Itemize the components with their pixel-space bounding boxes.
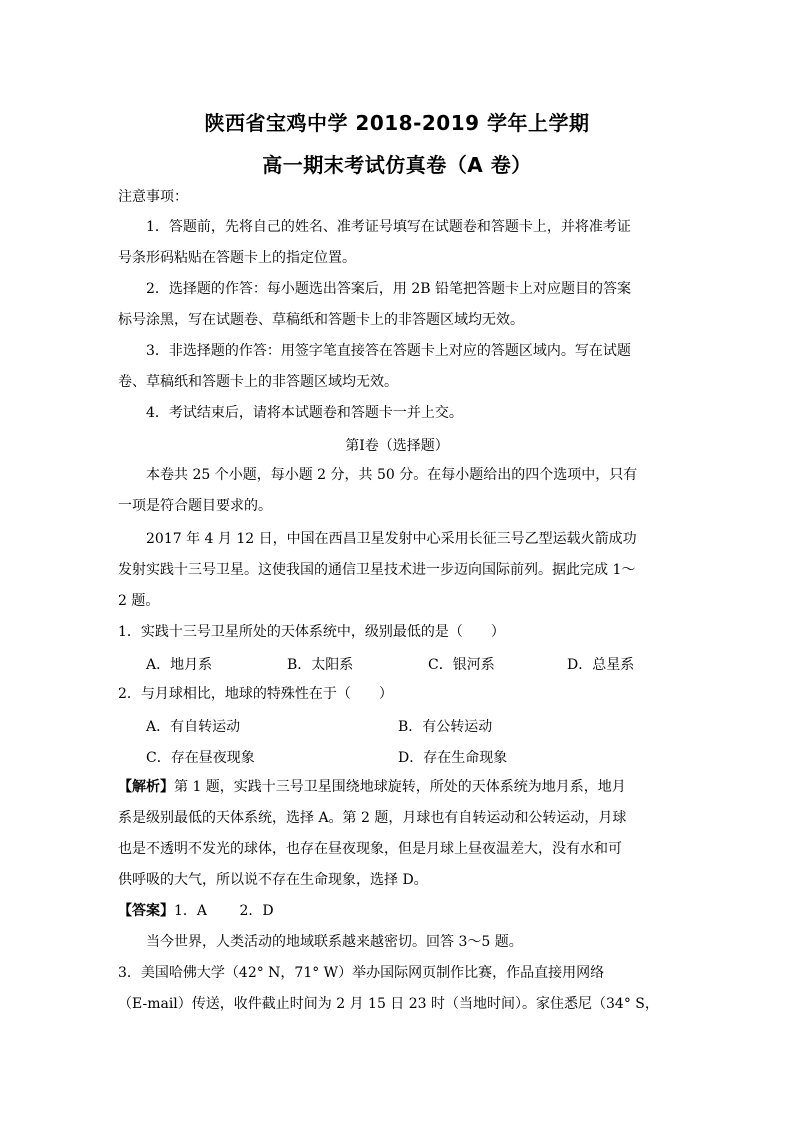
question-stem: （E-mail）传送，收件截止时间为 2 月 15 日 23 时（当地时间）。家住悉尼（34° S， (118, 996, 659, 1012)
analysis-tag: 【解析】 (118, 779, 174, 795)
answer-text: 1．A 2．D (174, 903, 274, 919)
notice-line: 1．答题前，先将自己的姓名、准考证号填写在试题卷和答题卡上，并将准考证 (146, 219, 631, 235)
section-title: 第Ⅰ卷（选择题） (345, 438, 449, 454)
passage-text: 2017 年 4 月 12 日，中国在西昌卫星发射中心采用长征三号乙型运载火箭成功 (146, 531, 637, 547)
question-stem: 3．美国哈佛大学（42° N，71° W）举办国际网页制作比赛，作品直接用网络 (118, 965, 605, 981)
analysis-text: 供呼吸的大气，所以说不存在生命现象，选择 D。 (118, 872, 428, 888)
option-a: A．地月系 (146, 657, 213, 673)
passage-text: 发射实践十三号卫星。这使我国的通信卫星技术进一步迈向国际前列。据此完成 1～ (118, 562, 636, 578)
analysis-text: 系是级别最低的天体系统，选择 A。第 2 题，月球也有自转运动和公转运动，月球 (118, 810, 627, 826)
analysis-text: 也是不透明不发光的球体，也存在昼夜现象，但是月球上昼夜温差大，没有水和可 (118, 841, 622, 857)
notice-line: 2．选择题的作答：每小题选出答案后，用 2B 铅笔把答题卡上对应题目的答案 (146, 281, 632, 297)
section-intro: 本卷共 25 个小题，每小题 2 分，共 50 分。在每小题给出的四个选项中，只有 (146, 467, 638, 483)
analysis-text: 第 1 题，实践十三号卫星围绕地球旋转，所处的天体系统为地月系，地月 (174, 779, 626, 795)
option-d: D．总星系 (567, 657, 635, 673)
question-stem: 1．实践十三号卫星所处的天体系统中，级别最低的是（ ） (118, 624, 505, 640)
option-d: D．存在生命现象 (398, 750, 508, 766)
option-b: B．太阳系 (287, 657, 354, 673)
answer-line (118, 902, 274, 920)
option-c: C．银河系 (428, 657, 495, 673)
notice-line: 卷、草稿纸和答题卡上的非答题区域均无效。 (118, 374, 398, 390)
passage-text: 当今世界，人类活动的地域联系越来越密切。回答 3～5 题。 (146, 934, 523, 950)
exam-title-line2: 高一期末考试仿真卷（A 卷） (262, 153, 532, 177)
option-b: B．有公转运动 (398, 719, 493, 735)
notice-line: 标号涂黑，写在试题卷、草稿纸和答题卡上的非答题区域均无效。 (118, 312, 524, 328)
section-intro: 一项是符合题目要求的。 (118, 498, 272, 514)
passage-text: 2 题。 (118, 593, 160, 609)
option-c: C．存在昼夜现象 (146, 750, 255, 766)
notice-line: 4．考试结束后，请将本试题卷和答题卡一并上交。 (146, 405, 463, 421)
notice-heading: 注意事项： (118, 189, 188, 205)
notice-line: 号条形码粘贴在答题卡上的指定位置。 (118, 250, 356, 266)
question-stem: 2．与月球相比，地球的特殊性在于（ ） (118, 686, 393, 702)
option-a: A．有自转运动 (146, 719, 241, 735)
exam-title-line1: 陕西省宝鸡中学 2018-2019 学年上学期 (204, 111, 590, 135)
notice-line: 3．非选择题的作答：用签字笔直接答在答题卡上对应的答题区域内。写在试题 (146, 343, 631, 359)
analysis-line (118, 778, 626, 796)
answer-tag: 【答案】 (118, 903, 174, 919)
